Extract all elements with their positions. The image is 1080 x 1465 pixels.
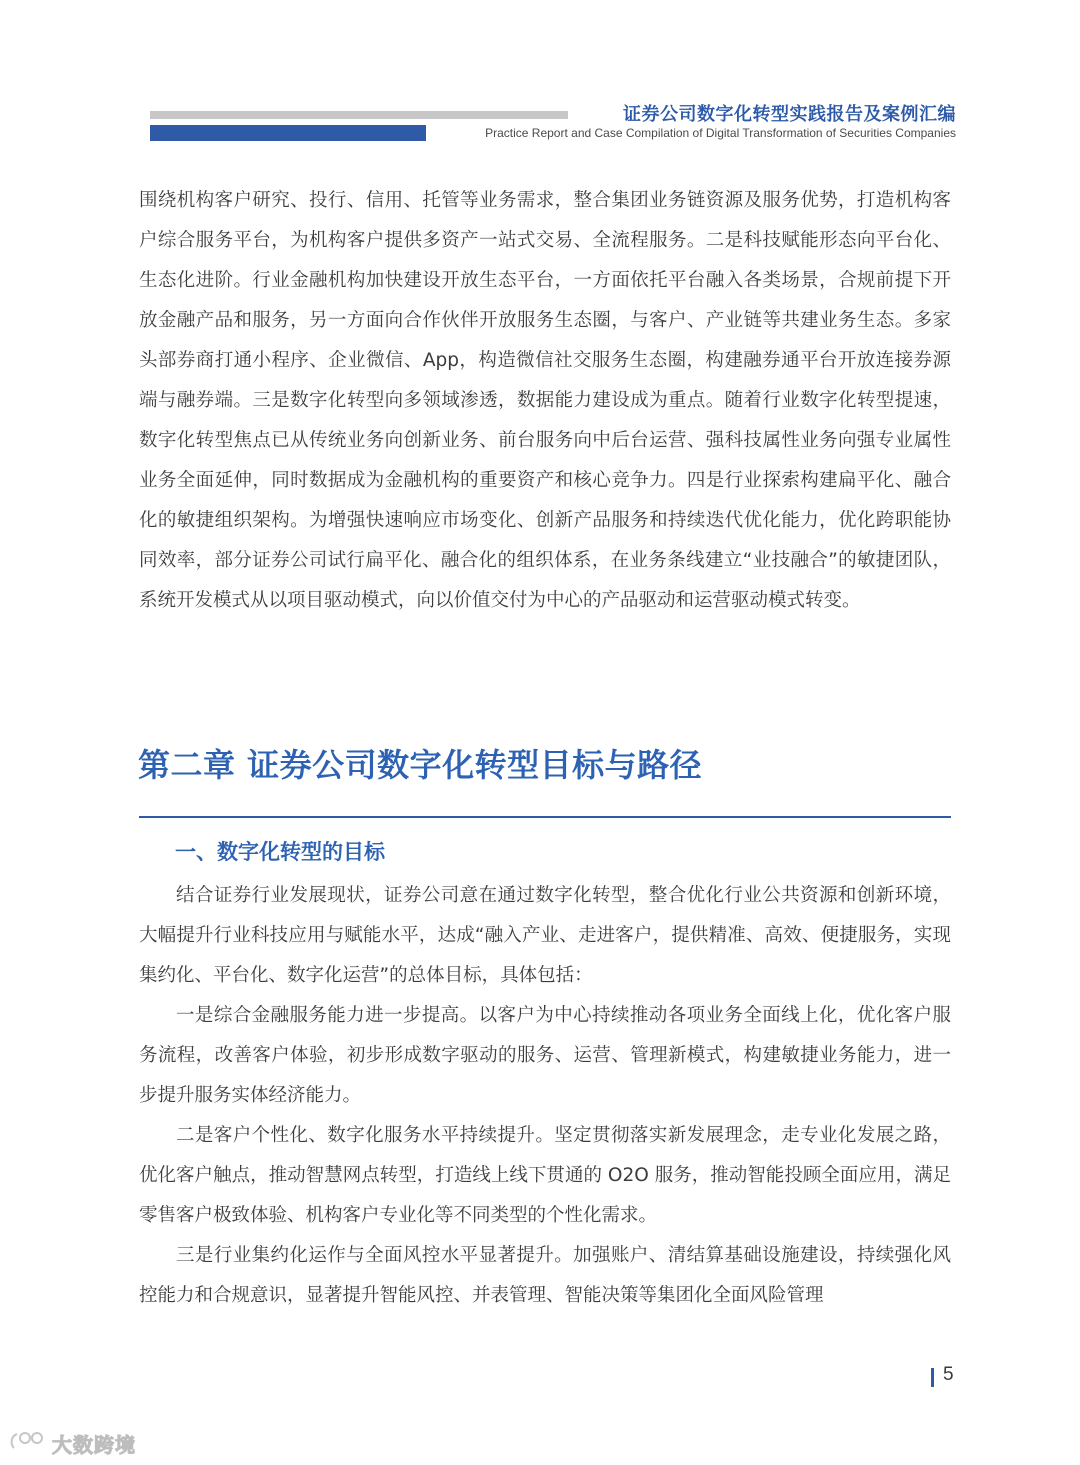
page-number-marker	[931, 1368, 934, 1387]
body-paragraph-goal-1: 一是综合金融服务能力进一步提高。以客户为中心持续推动各项业务全面线上化，优化客户服务流程，改善客户体验，初步形成数字驱动的服务、运营、管理新模式，构建敏捷业务能力，进一步提升服务实体经济能力。	[139, 1005, 951, 1106]
header-blue-bar	[150, 125, 426, 141]
header-subtitle: Practice Report and Case Compilation of Digital Transformation of Securities Companies	[485, 126, 956, 140]
body-paragraph-goal-2: 二是客户个性化、数字化服务水平持续提升。坚定贯彻落实新发展理念，走专业化发展之路，优化客户触点，推动智慧网点转型，打造线上线下贯通的 O2O 服务，推动智能投顾全面应用，满足零售客户极致体验、机构客户专业化等不同类型的个性化需求。	[139, 1125, 951, 1226]
body-paragraph-intro: 结合证券行业发展现状，证券公司意在通过数字化转型，整合优化行业公共资源和创新环境，大幅提升行业科技应用与赋能水平，达成“融入产业、走进客户，提供精准、高效、便捷服务，实现集约化、平台化、数字化运营”的总体目标，具体包括：	[139, 885, 951, 986]
chapter-title: 第二章 证券公司数字化转型目标与路径	[138, 746, 703, 784]
body-paragraph-goal-3: 三是行业集约化运作与全面风控水平显著提升。加强账户、清结算基础设施建设，持续强化风控能力和合规意识，显著提升智能风控、并表管理、智能决策等集团化全面风险管理	[139, 1245, 951, 1306]
chapter-divider	[139, 816, 951, 818]
page-number: 5	[943, 1364, 954, 1385]
header-gray-bar	[150, 111, 568, 119]
watermark-text: 大数跨境	[52, 1432, 136, 1457]
watermark-logo-icon	[8, 1428, 48, 1458]
watermark	[8, 1428, 136, 1458]
body-paragraph-continued: 围绕机构客户研究、投行、信用、托管等业务需求，整合集团业务链资源及服务优势，打造机构客户综合服务平台，为机构客户提供多资产一站式交易、全流程服务。二是科技赋能形态向平台化、生态化进阶。行业金融机构加快建设开放生态平台，一方面依托平台融入各类场景，合规前提下开放金融产品和服务，另一方面向合作伙伴开放服务生态圈，与客户、产业链等共建业务生态。多家头部券商打通小程序、企业微信、App，构造微信社交服务生态圈，构建融券通平台开放连接券源端与融券端。三是数字化转型向多领域渗透，数据能力建设成为重点。随着行业数字化转型提速，数字化转型焦点已从传统业务向创新业务、前台服务向中后台运营、强科技属性业务向强专业属性业务全面延伸，同时数据成为金融机构的重要资产和核心竞争力。四是行业探索构建扁平化、融合化的敏捷组织架构。为增强快速响应市场变化、创新产品服务和持续迭代优化能力，优化跨职能协同效率，部分证券公司试行扁平化、融合化的组织体系，在业务条线建立“业技融合”的敏捷团队，系统开发模式从以项目驱动模式，向以价值交付为中心的产品驱动和运营驱动模式转变。	[139, 190, 951, 611]
section-title: 一、数字化转型的目标	[175, 840, 385, 864]
header-title: 证券公司数字化转型实践报告及案例汇编	[623, 104, 956, 125]
